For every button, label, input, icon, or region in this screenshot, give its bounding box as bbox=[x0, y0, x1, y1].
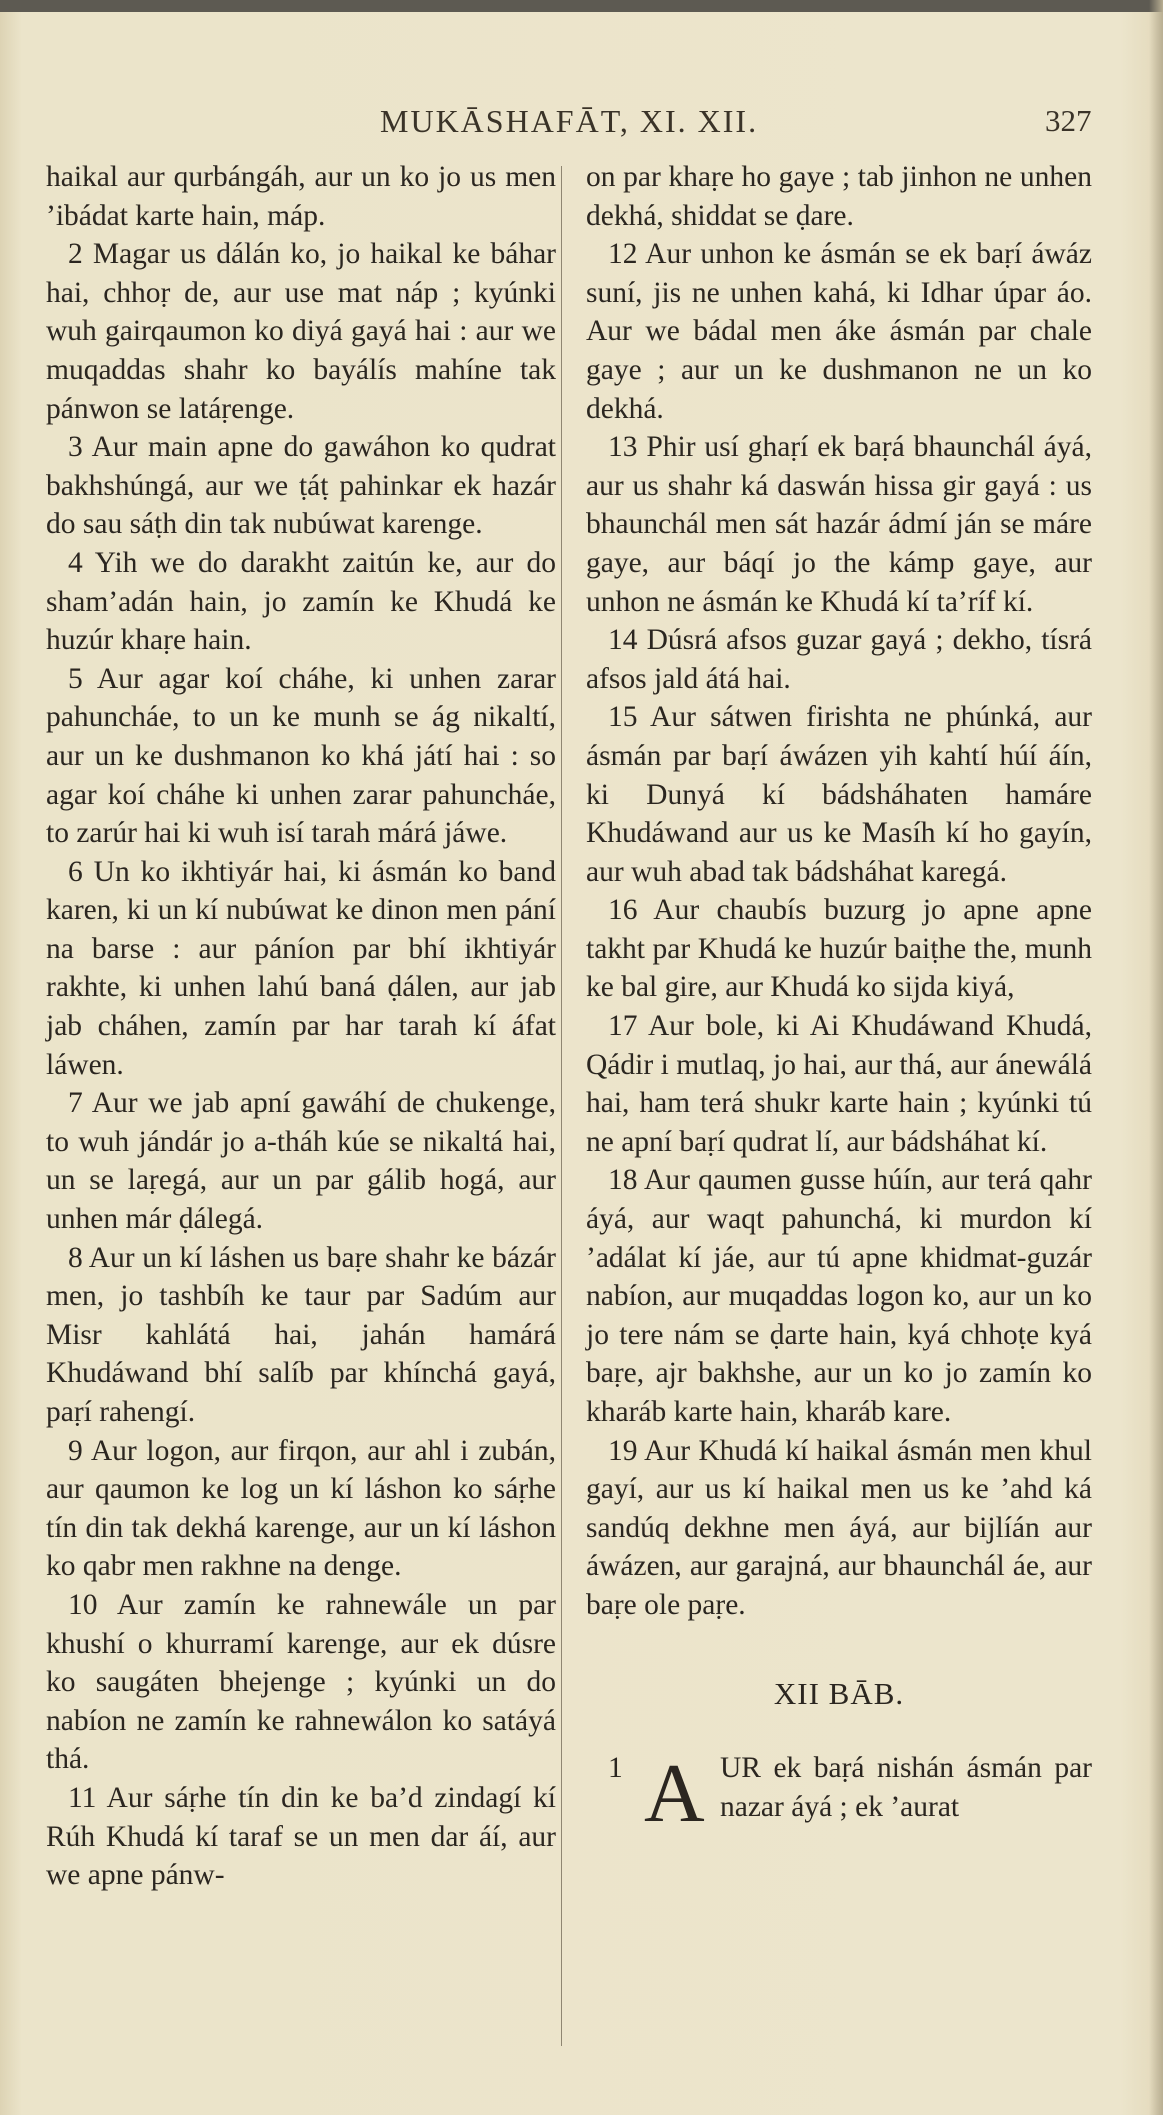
right-column bbox=[586, 158, 1092, 1841]
opening-text: UR ek baṛá nishán ásmán par nazar áyá ; ek ’aurat bbox=[720, 1752, 1092, 1823]
page-header bbox=[0, 103, 1163, 153]
chapter-heading: XII BĀB. bbox=[773, 1675, 905, 1711]
left-column bbox=[46, 158, 556, 1895]
verse-paragraph: haikal aur qurbángáh, aur un ko jo us men ’ibádat karte hain, máp. bbox=[46, 161, 556, 232]
verse-paragraph: 12 Aur unhon ke ásmán se ek baṛí áwáz suní, jis ne unhen kahá, ki Idhar úpar áo. Aur we bádal men áke ásmán par chale gaye ; aur un ke dushmanon ne un ko dekhá. bbox=[586, 238, 1092, 425]
verse-paragraph: 8 Aur un kí láshen us baṛe shahr ke bázár men, jo tashbíh ke taur par Sadúm aur Misr kahlátá hai, jahán hamárá Khudáwand bhí salíb par khínchá gayá, paṛí rahengí. bbox=[46, 1241, 556, 1428]
verse-paragraph: 19 Aur Khudá kí haikal ásmán men khul gayí, aur us kí haikal men us ke ’ahd ká sandúq dekhne men áyá, aur bijlíán aur áwázen, aur garajná, aur bhaunchál áe, aur baṛe ole paṛe. bbox=[586, 1434, 1092, 1621]
verse-paragraph: 11 Aur sáṛhe tín din ke ba’d zindagí kí Rúh Khudá kí taraf se un men dar áí, aur we apne pánw- bbox=[46, 1781, 556, 1892]
verse-paragraph: 6 Un ko ikhtiyár hai, ki ásmán ko band karen, ki un kí nubúwat ke dinon men pání na barse : aur páníon par bhí ikhtiyár rakhte, ki unhen lahú baná ḍálen, aur jab jab cháhen, zamín par har tarah kí áfat láwen. bbox=[46, 855, 556, 1081]
verse-paragraph: 13 Phir usí ghaṛí ek baṛá bhaunchál áyá, aur us shahr ká daswán hissa gir gayá : us bhaunchál men sát hazár ádmí ján se máre gaye, aur báqí jo the kámp gaye, aur unhon ne ásmán ke Khudá kí ta’ríf kí. bbox=[586, 431, 1092, 618]
drop-cap: A bbox=[644, 1747, 705, 1841]
verse-paragraph: on par khaṛe ho gaye ; tab jinhon ne unhen dekhá, shiddat se ḍare. bbox=[586, 161, 1092, 232]
verse-paragraph: 10 Aur zamín ke rahnewále un par khushí o khurramí karenge, aur ek dúsre ko saugáten bhejenge ; kyúnki un do nabíon ne zamín ke rahnewálon ko satáyá thá. bbox=[46, 1588, 556, 1776]
right-column-verses bbox=[586, 158, 1092, 1625]
verse-paragraph: 7 Aur we jab apní gawáhí de chukenge, to wuh jándár jo a-tháh kúe se nikaltá hai, un se laṛegá, aur un par gálib hogá, aur unhen már ḍálegá. bbox=[46, 1087, 556, 1236]
verse-paragraph: 3 Aur main apne do gawáhon ko qudrat bakhshúngá, aur we ṭáṭ pahinkar ek hazár do sau sáṭh din tak nubúwat karenge. bbox=[46, 431, 556, 541]
page-right-edge bbox=[1149, 0, 1163, 2115]
verse-paragraph: 5 Aur agar koí cháhe, ki unhen zarar pahuncháe, to un ke munh se ág nikaltí, aur un ke dushmanon ko khá játí hai : so agar koí cháhe ki unhen zarar pahuncháe, to zarúr hai ki wuh isí tarah márá jáwe. bbox=[46, 662, 556, 850]
verse-paragraph: 18 Aur qaumen gusse húín, aur terá qahr áyá, aur waqt pahunchá, ki murdon kí ’adálat kí jáe, aur tú apne khidmat-guzár nabíon, aur muqaddas logon ko, aur un ko jo tere nám se ḍarte hain, kyá chhoṭe kyá baṛe, ajr bakhshe, aur un ko jo zamín ko kharáb karte hain, kharáb kare. bbox=[586, 1164, 1092, 1428]
page-top-edge bbox=[0, 0, 1163, 12]
running-title: MUKĀSHAFĀT, XI. XII. bbox=[380, 103, 759, 139]
column-divider bbox=[561, 166, 562, 2046]
opening-verse-number: 1 bbox=[608, 1752, 623, 1785]
verse-paragraph: 14 Dúsrá afsos guzar gayá ; dekho, tísrá afsos jald átá hai. bbox=[586, 624, 1092, 695]
verse-paragraph: 17 Aur bole, ki Ai Khudáwand Khudá, Qádir i mutlaq, jo hai, aur thá, aur ánewálá hai, ham terá shukr karte hain ; kyúnki tú ne apní baṛí qudrat lí, aur bádsháhat kí. bbox=[586, 1010, 1092, 1158]
verse-paragraph: 9 Aur logon, aur firqon, aur ahl i zubán, aur qaumon ke log un kí láshon ko sáṛhe tín din tak dekhá karenge, aur un kí láshon ko qabr men rakhne na denge. bbox=[46, 1434, 556, 1583]
page-number: 327 bbox=[1045, 103, 1092, 138]
verse-paragraph: 16 Aur chaubís buzurg jo apne apne takht par Khudá ke huzúr baiṭhe the, munh ke bal gire, aur Khudá ko sijda kiyá, bbox=[586, 894, 1092, 1004]
verse-paragraph: 2 Magar us dálán ko, jo haikal ke báhar hai, chhoṛ de, aur use mat náp ; kyúnki wuh gairqaumon ko diyá gayá hai : aur we muqaddas shahr ko bayálís mahíne tak pánwon se latáṛenge. bbox=[46, 238, 556, 425]
chapter-opening bbox=[586, 1747, 1092, 1841]
verse-paragraph: 15 Aur sátwen firishta ne phúnká, aur ásmán par baṛí áwázen yih kahtí húí áín, ki Dunyá kí bádsháhaten hamáre Khudáwand aur us ke Masíh kí ho gayín, aur wuh abad tak bádsháhat karegá. bbox=[586, 701, 1092, 888]
verse-paragraph: 4 Yih we do darakht zaitún ke, aur do sham’adán hain, jo zamín ke Khudá ke huzúr khaṛe hain. bbox=[46, 546, 556, 657]
